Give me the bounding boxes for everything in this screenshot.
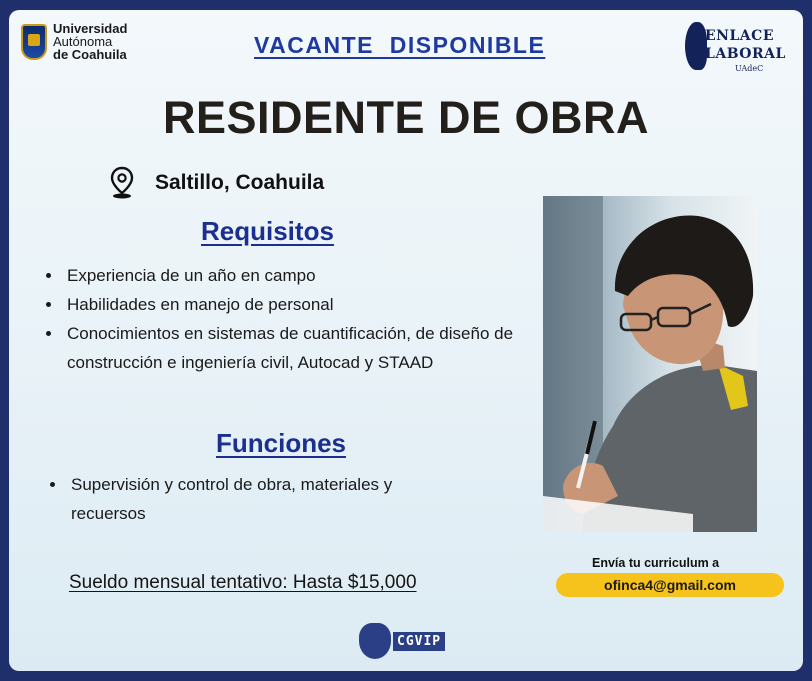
salary-text: Sueldo mensual tentativo: Hasta $15,000 [69,572,417,593]
uadec-logo-text [53,22,127,61]
requisitos-heading: Requisitos [201,216,334,246]
email-pill[interactable]: ofinca4@gmail.com [556,573,784,597]
contact-label: Envía tu curriculum a [592,556,720,570]
enlace-laboral-logo [685,18,795,76]
wolf-icon [359,623,391,659]
job-title: RESIDENTE DE OBRA [162,92,650,143]
uadec-line2: Autónoma [53,34,113,49]
enlace-line1: ENLACE [705,28,774,44]
funciones-heading: Funciones [216,428,347,458]
poster-card [9,10,803,671]
enlace-line2: LABORAL [705,46,786,62]
uadec-line1: Universidad [53,21,128,36]
location-pin-icon [109,166,135,200]
list-item: • Habilidades en manejo de personal [63,290,533,319]
location-row [109,166,324,200]
cgvip-logo [359,623,445,659]
funciones-list [43,470,467,528]
list-item: • Experiencia de un año en campo [63,261,533,290]
uadec-shield-icon [21,24,47,60]
list-item: • Conocimientos en sistemas de cuantificación, de diseño de construcción e ingeniería civil, Autocad y STAAD [63,319,533,377]
candidate-photo [543,196,757,532]
location-text: Saltillo, Coahuila [155,171,325,194]
uadec-line3: de Coahuila [53,47,127,62]
cgvip-label: CGVIP [393,632,445,651]
uadec-logo [21,22,127,61]
list-item: • Supervisión y control de obra, materiales y recuersos [67,470,467,528]
vacante-heading: VACANTE DISPONIBLE [254,32,546,58]
requisitos-list [39,261,533,377]
person-writing-illustration [543,196,757,532]
enlace-line3: UAdeC [735,64,764,73]
wolf-icon [685,22,707,70]
